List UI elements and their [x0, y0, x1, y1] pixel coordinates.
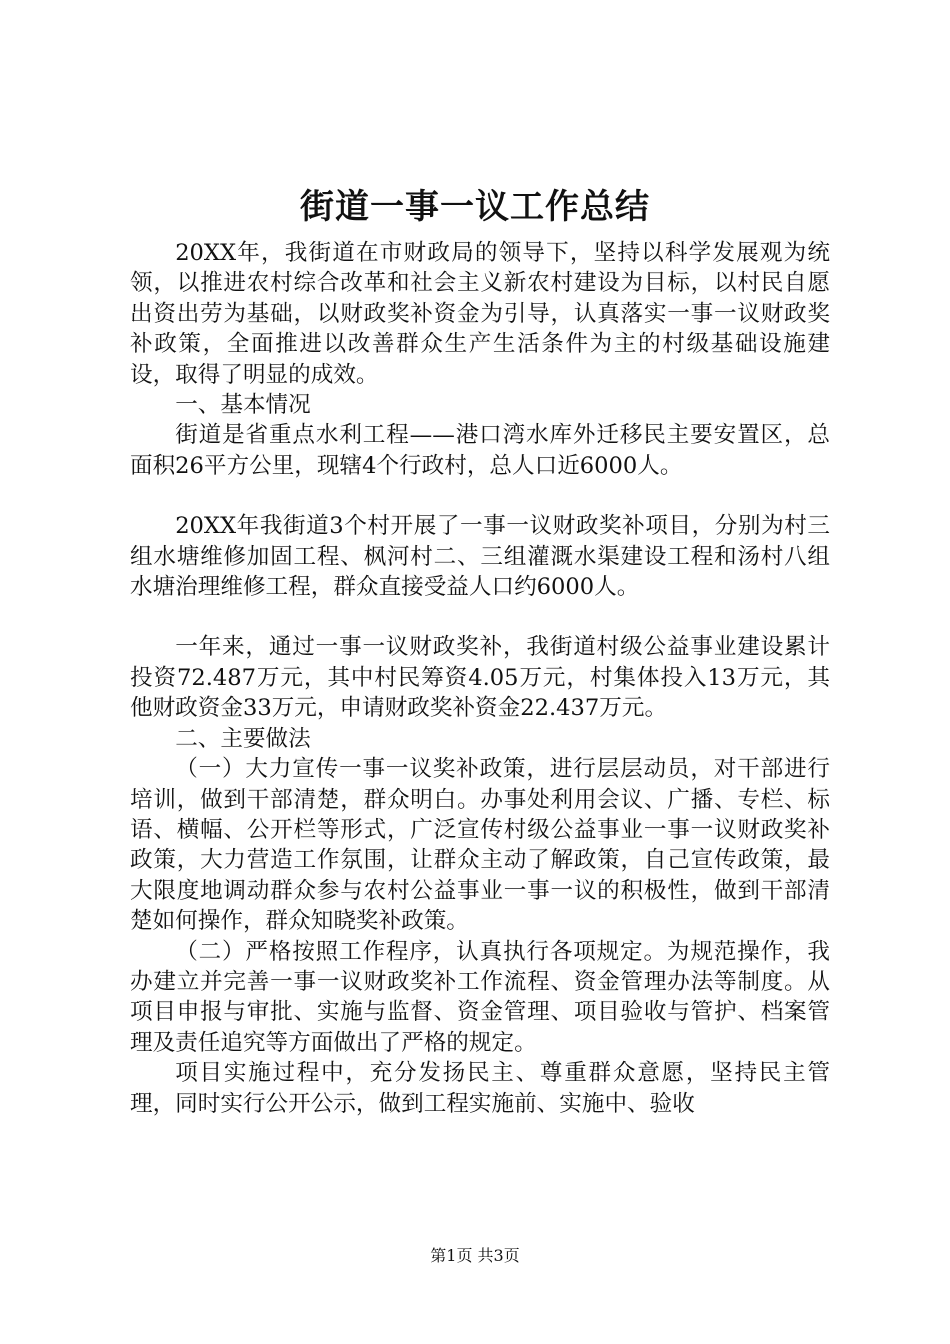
- paragraph-basic-situation: 街道是省重点水利工程——港口湾水库外迁移民主要安置区，总面积26平方公里，现辖4个行政村，总人口近6000人。: [130, 422, 830, 479]
- paragraph-projects: 20XX年我街道3个村开展了一事一议财政奖补项目，分别为村三组水塘维修加固工程、枫河村二、三组灌溉水渠建设工程和汤村八组水塘治理维修工程，群众直接受益人口约6000人。: [130, 513, 830, 601]
- paragraph-intro: 20XX年，我街道在市财政局的领导下，坚持以科学发展观为统领，以推进农村综合改革和社会主义新农村建设为目标，以村民自愿出资出劳为基础，以财政奖补资金为引导，认真落实一事一议财政奖补政策，全面推进以改善群众生产生活条件为主的村级基础设施建设，取得了明显的成效。: [130, 240, 830, 388]
- document-body: [130, 238, 830, 1119]
- section-heading-main-methods: 二、主要做法: [175, 725, 311, 752]
- paragraph-method-one: （一）大力宣传一事一议奖补政策，进行层层动员，对干部进行培训，做到干部清楚，群众明白。办事处利用会议、广播、专栏、标语、横幅、公开栏等形式，广泛宣传村级公益事业一事一议财政奖补政策，大力营造工作氛围，让群众主动了解政策，自己宣传政策，最大限度地调动群众参与农村公益事业一事一议的积极性，做到干部清楚如何操作，群众知晓奖补政策。: [130, 756, 830, 935]
- page-footer: 第1页 共3页: [430, 1246, 520, 1265]
- paragraph-implementation: 项目实施过程中，充分发扬民主、尊重群众意愿，坚持民主管理，同时实行公开公示，做到工程实施前、实施中、验收: [130, 1060, 830, 1117]
- paragraph-method-two: （二）严格按照工作程序，认真执行各项规定。为规范操作，我办建立并完善一事一议财政奖补工作流程、资金管理办法等制度。从项目申报与审批、实施与监督、资金管理、项目验收与管护、档案管理及责任追究等方面做出了严格的规定。: [130, 938, 830, 1056]
- document-title: 街道一事一议工作总结: [300, 187, 650, 227]
- paragraph-investment: 一年来，通过一事一议财政奖补，我街道村级公益事业建设累计投资72.487万元，其中村民筹资4.05万元，村集体投入13万元，其他财政资金33万元，申请财政奖补资金22.437万元。: [130, 634, 830, 722]
- section-heading-basic-situation: 一、基本情况: [175, 392, 311, 419]
